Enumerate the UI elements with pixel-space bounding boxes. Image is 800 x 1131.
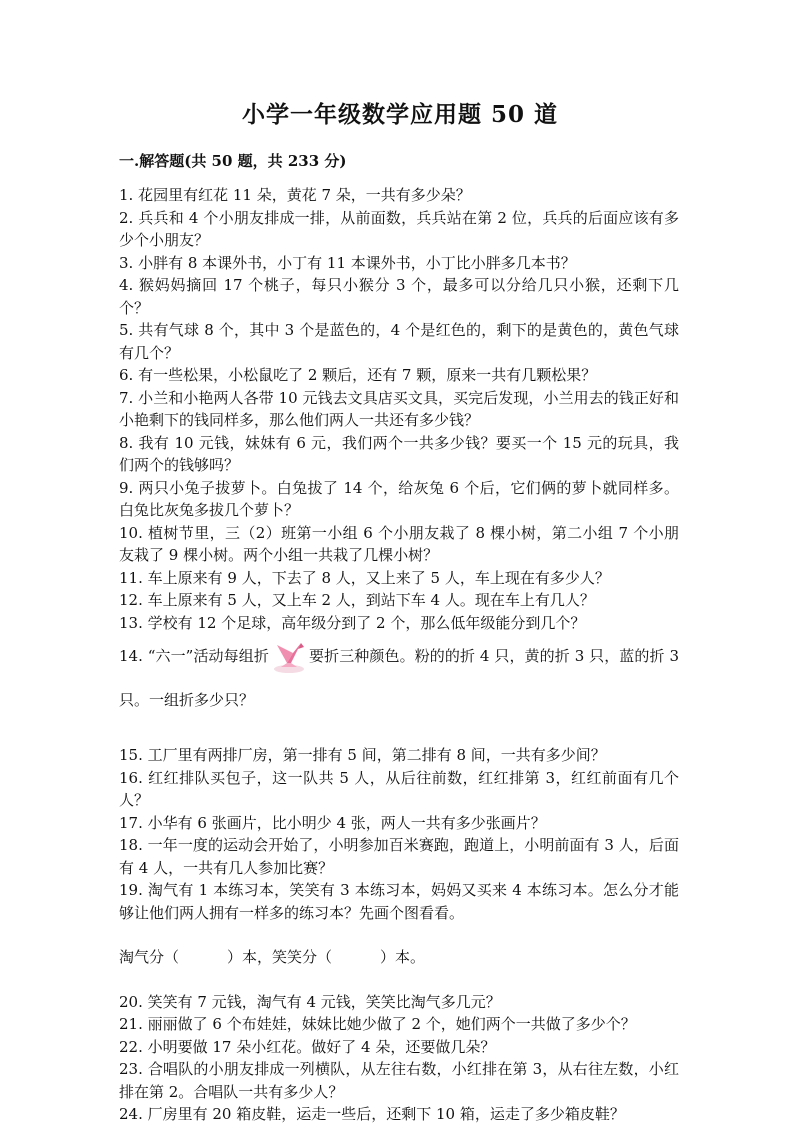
question-24: 24. 厂房里有 20 箱皮鞋，运走一些后，还剩下 10 箱，运走了多少箱皮鞋？	[119, 1105, 625, 1123]
paper-crane-icon	[271, 639, 307, 675]
question-14	[119, 634, 679, 722]
question-3: 3. 小胖有 8 本课外书，小丁有 11 本课外书，小丁比小胖多几本书？	[119, 253, 576, 272]
question-7: 7. 小兰和小艳两人各带 10 元钱去文具店买文具，买完后发现，小兰用去的钱正好和小艳剩下的钱同样多，那么他们两人一共还有多少钱？	[119, 388, 679, 429]
question-5: 5. 共有气球 8 个，其中 3 个是蓝色的，4 个是红色的，剩下的是黄色的，黄色气球有几个？	[119, 321, 679, 362]
question-13: 13. 学校有 12 个足球，高年级分到了 2 个，那么低年级能分到几个？	[119, 613, 586, 632]
question-11: 11. 车上原来有 9 人，下去了 8 人，又上来了 5 人，车上现在有多少人？	[119, 568, 610, 587]
question-list	[119, 184, 679, 1126]
question-2: 2. 兵兵和 4 个小朋友排成一排，从前面数，兵兵站在第 2 位，兵兵的后面应该有多少个小朋友？	[119, 208, 679, 249]
question-16: 16. 红红排队买包子，这一队共 5 人，从后往前数，红红排第 3，红红前面有几个人？	[119, 768, 679, 809]
question-10: 10. 植树节里，三（2）班第一小组 6 个小朋友栽了 8 棵小树，第二小组 7 个小朋友栽了 9 棵小树。两个小组一共栽了几棵小树？	[119, 523, 679, 564]
fill-part-3: ）本。	[380, 948, 426, 966]
answer-fill-line	[119, 946, 679, 969]
question-23: 23. 合唱队的小朋友排成一列横队，从左往右数，小红排在第 3，从右往左数，小红排在第 2。合唱队一共有多少人？	[119, 1060, 679, 1101]
question-14-after: 要折三种颜色。粉的的折 4 只，黄的折 3 只，蓝的折 3 只。一组折多少只？	[119, 647, 679, 709]
question-9: 9. 两只小兔子拔萝卜。白兔拔了 14 个，给灰兔 6 个后，它们俩的萝卜就同样多。白兔比灰兔多拔几个萝卜？	[119, 478, 679, 519]
question-6: 6. 有一些松果，小松鼠吃了 2 颗后，还有 7 颗，原来一共有几颗松果？	[119, 366, 597, 384]
question-12: 12. 车上原来有 5 人，又上车 2 人，到站下车 4 人。现在车上有几人？	[119, 591, 595, 609]
question-21: 21. 丽丽做了 6 个布娃娃，妹妹比她少做了 2 个，她们两个一共做了多少个？	[119, 1015, 636, 1033]
fill-part-2: ）本，笑笑分（	[227, 948, 333, 966]
question-14-before: 14. “六一”活动每组折	[119, 647, 269, 665]
question-1: 1. 花园里有红花 11 朵，黄花 7 朵，一共有多少朵？	[119, 186, 471, 204]
fill-part-1: 淘气分（	[119, 948, 180, 966]
question-8: 8. 我有 10 元钱，妹妹有 6 元，我们两个一共多少钱？要买一个 15 元的玩具，我们两个的钱够吗？	[119, 433, 679, 474]
question-17: 17. 小华有 6 张画片，比小明少 4 张，两人一共有多少张画片？	[119, 813, 546, 832]
question-20: 20. 笑笑有 7 元钱，淘气有 4 元钱，笑笑比淘气多几元？	[119, 992, 501, 1011]
question-4: 4. 猴妈妈摘回 17 个桃子，每只小猴分 3 个，最多可以分给几只小猴，还剩下几个？	[119, 276, 679, 317]
question-19: 19. 淘气有 1 本练习本，笑笑有 3 本练习本，妈妈又买来 4 本练习本。怎么分才能够让他们两人拥有一样多的练习本？先画个图看看。	[119, 881, 679, 922]
question-15: 15. 工厂里有两排厂房，第一排有 5 间，第二排有 8 间，一共有多少间？	[119, 746, 606, 764]
section-heading: 一.解答题(共 50 题，共 233 分)	[119, 152, 347, 170]
page-title: 小学一年级数学应用题 50 道	[241, 101, 559, 128]
question-18: 18. 一年一度的运动会开始了，小明参加百米赛跑，跑道上，小明前面有 3 人，后面有 4 人，一共有几人参加比赛？	[119, 836, 679, 877]
question-22: 22. 小明要做 17 朵小红花。做好了 4 朵，还要做几朵？	[119, 1037, 496, 1056]
